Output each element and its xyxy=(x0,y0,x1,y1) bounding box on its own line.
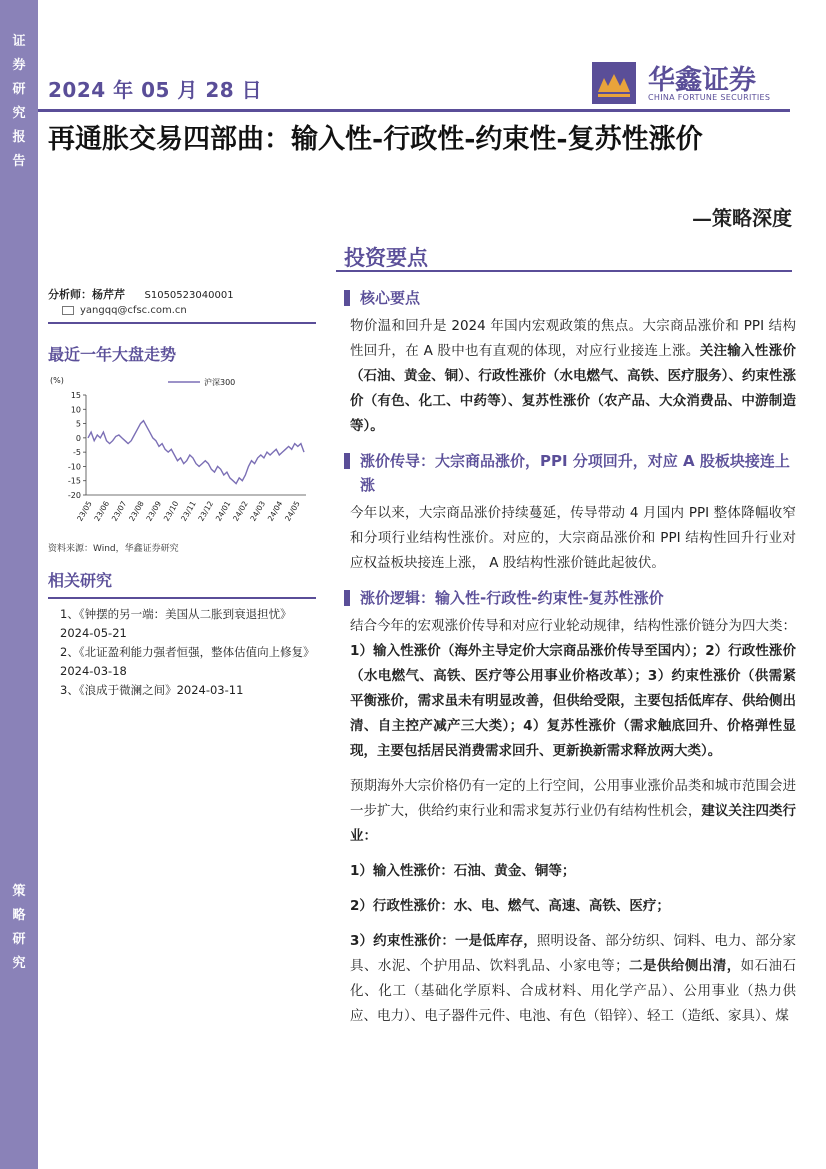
main-heading: 投资要点 xyxy=(344,245,428,270)
related-research-title: 相关研究 xyxy=(48,571,113,590)
legend-label: 沪深300 xyxy=(204,378,236,387)
chart-source: 资料来源：Wind，华鑫证券研究 xyxy=(48,544,179,554)
section-marker-icon xyxy=(344,290,350,306)
bold-text-run: 2）行政性涨价：水、电、燃气、高速、高铁、医疗； xyxy=(350,898,670,914)
left-divider xyxy=(48,322,316,324)
text-run: 如石油石化、化工（基础化学原料、合成材料、用化学产品）、公用事业（热力供应、电力）、电子器件元件、电池、有色（铅锌）、轻工（造纸、家具）、煤 xyxy=(350,958,797,1024)
index-chart-svg xyxy=(48,369,316,539)
analyst-label: 分析师： xyxy=(48,288,92,301)
sidebar-char: 究 xyxy=(12,956,26,971)
analyst-name: 杨芹芹 xyxy=(92,288,125,301)
chart-section-title: 最近一年大盘走势 xyxy=(48,345,177,364)
body-paragraph xyxy=(350,501,796,576)
sidebar-char: 策 xyxy=(12,884,26,899)
sidebar-char: 告 xyxy=(12,154,26,169)
section-heading-text: 涨价逻辑：输入性-行政性-约束性-复苏性涨价 xyxy=(360,589,664,607)
sidebar-band xyxy=(0,0,38,1169)
sidebar-top-label xyxy=(0,30,38,174)
body-paragraph xyxy=(350,894,796,919)
sidebar-char: 略 xyxy=(12,908,26,923)
section-marker-icon xyxy=(344,453,350,469)
report-title: 再通胀交易四部曲：输入性-行政性-约束性-复苏性涨价 xyxy=(48,124,703,155)
header-divider xyxy=(38,109,790,112)
bold-text-run: 建议关注四类行业： xyxy=(350,803,796,844)
y-axis-unit: (%) xyxy=(50,376,64,385)
body-paragraph xyxy=(350,614,796,764)
y-tick-label: 5 xyxy=(75,419,81,429)
logo-mark-icon xyxy=(592,62,636,104)
x-tick-label: 23/10 xyxy=(161,499,181,523)
x-tick-label: 24/03 xyxy=(248,499,268,523)
sidebar-char: 券 xyxy=(12,58,26,73)
sidebar-bottom-label xyxy=(0,880,38,976)
index-chart xyxy=(48,369,316,539)
x-tick-label: 24/01 xyxy=(213,499,233,523)
x-tick-label: 23/06 xyxy=(92,499,112,523)
x-tick-label: 24/05 xyxy=(283,499,302,523)
body-paragraph xyxy=(350,859,796,884)
main-heading-divider xyxy=(336,270,792,272)
logo-chinese-name: 华鑫证券 xyxy=(648,65,756,96)
y-tick-label: 10 xyxy=(70,405,81,415)
body-paragraph xyxy=(350,774,796,849)
body-paragraph xyxy=(350,929,796,1029)
bold-text-run: 1）输入性涨价：石油、黄金、铜等； xyxy=(350,863,576,879)
x-tick-label: 23/08 xyxy=(127,499,146,523)
x-tick-label: 23/05 xyxy=(75,499,94,523)
x-tick-label: 23/07 xyxy=(109,499,129,523)
bold-text-run: 3）约束性涨价：一是低库存， xyxy=(350,933,537,949)
bold-text-run: 关注输入性涨价（石油、黄金、铜）、行政性涨价（水电燃气、高铁、医疗服务）、约束性涨价（有色、化工、中药等）、复苏性涨价（农产品、大众消费品、中游制造等）。 xyxy=(350,343,797,434)
related-item[interactable]: 3、《浪成于微澜之间》2024-03-11 xyxy=(60,683,244,697)
y-tick-label: 0 xyxy=(75,433,81,443)
sidebar-char: 证 xyxy=(12,34,26,49)
y-tick-label: -10 xyxy=(67,462,81,472)
report-subtitle: —策略深度 xyxy=(692,206,792,230)
y-tick-label: 15 xyxy=(70,391,81,400)
section-heading xyxy=(344,586,796,610)
logo-english-name: CHINA FORTUNE SECURITIES xyxy=(648,93,771,102)
sidebar-char: 究 xyxy=(12,106,26,121)
analyst-line xyxy=(48,286,316,305)
series-line-hs300 xyxy=(88,421,304,484)
right-column xyxy=(350,286,796,1039)
company-logo xyxy=(592,52,792,108)
text-run: 结合今年的宏观涨价传导和对应行业轮动规律，结构性涨价链分为四大类： xyxy=(350,618,796,634)
x-tick-label: 23/09 xyxy=(144,499,164,523)
section-heading xyxy=(344,286,796,310)
sidebar-char: 报 xyxy=(12,130,26,145)
text-run: 预期海外大宗价格仍有一定的上行空间，公用事业涨价品类和城市范围会进一步扩大，供给约束行业和需求复苏行业仍有结构性机会， xyxy=(350,778,796,819)
related-item[interactable]: 2、《北证盈利能力强者恒强，整体估值向上修复》2024-03-18 xyxy=(60,645,315,678)
y-tick-label: -20 xyxy=(67,491,81,500)
y-tick-label: -5 xyxy=(73,448,81,458)
x-tick-label: 23/11 xyxy=(179,499,198,523)
related-list xyxy=(48,605,316,700)
bold-text-run: 1）输入性涨价（海外主导定价大宗商品涨价传导至国内）；2）行政性涨价（水电燃气、高铁、医疗等公用事业价格改革）；3）约束性涨价（供需紧平衡涨价，需求虽未有明显改善，但供给受限，主要包括低库存、供给侧出清、自主控产减产三大类）；4）复苏性涨价（需求触底回升、价格弹性显现，主要包括居民消费需求回升、更新换新需求释放两大类）。 xyxy=(350,643,796,759)
section-heading xyxy=(344,449,796,497)
analyst-email-row xyxy=(62,305,316,316)
section-heading-text: 涨价传导：大宗商品涨价，PPI 分项回升，对应 A 股板块接连上涨 xyxy=(360,452,790,494)
text-run: 物价温和回升是 2024 年国内宏观政策的焦点。大宗商品涨价和 PPI 结构性回升，在 A 股中也有直观的体现，对应行业接连上涨。 xyxy=(350,318,796,359)
body-paragraph xyxy=(350,314,796,439)
sidebar-char: 研 xyxy=(12,82,26,97)
related-divider xyxy=(48,597,316,599)
mail-icon xyxy=(62,306,74,315)
text-run: 今年以来，大宗商品涨价持续蔓延，传导带动 4 月国内 PPI 整体降幅收窄和分项行业结构性涨价。对应的，大宗商品涨价和 PPI 结构性回升行业对应权益板块接连上涨， A 股结构性涨价链此起彼伏。 xyxy=(350,505,796,571)
sidebar-char: 研 xyxy=(12,932,26,947)
section-heading-text: 核心要点 xyxy=(360,289,421,307)
analyst-code: S1050523040001 xyxy=(144,290,234,301)
x-tick-label: 24/02 xyxy=(231,499,250,523)
bold-text-run: 二是供给侧出清， xyxy=(628,958,741,974)
report-date: 2024 年 05 月 28 日 xyxy=(48,78,263,102)
left-column xyxy=(48,286,316,700)
analyst-email[interactable]: yangqq@cfsc.com.cn xyxy=(80,305,187,316)
x-tick-label: 24/04 xyxy=(265,499,285,523)
x-tick-label: 23/12 xyxy=(196,499,216,523)
text-run: 照明设备、部分纺织、饲料、电力、部分家具、水泥、个护用品、饮料乳品、小家电等； xyxy=(350,933,796,974)
y-tick-label: -15 xyxy=(67,476,81,486)
related-item[interactable]: 1、《钟摆的另一端：美国从二胀到衰退担忧》2024-05-21 xyxy=(60,607,292,640)
section-marker-icon xyxy=(344,590,350,606)
